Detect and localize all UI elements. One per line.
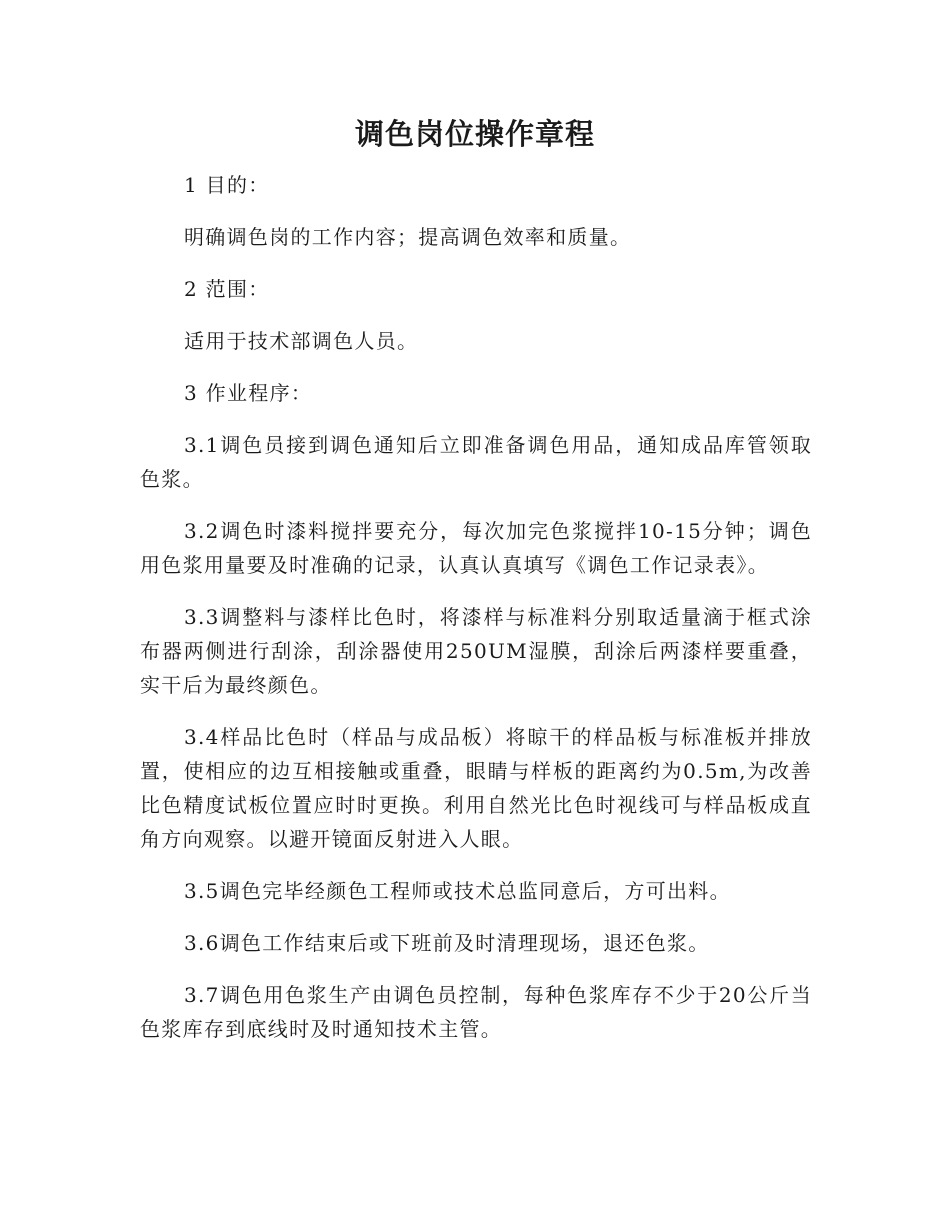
paragraph-3-6: 3.6调色工作结束后或下班前及时清理现场，退还色浆。 [184, 931, 710, 955]
document-body [140, 168, 812, 1064]
paragraph-3-2: 3.2调色时漆料搅拌要充分，每次加完色浆搅拌10-15分钟；调色用色浆用量要及时准确的记录，认真认真填写《调色工作记录表》。 [140, 519, 812, 577]
section-heading-scope: 2 范围： [184, 277, 270, 301]
section-heading-procedure: 3 作业程序： [184, 381, 313, 405]
document-title: 调色岗位操作章程 [354, 117, 595, 151]
paragraph-scope: 适用于技术部调色人员。 [184, 329, 419, 353]
section-heading-purpose: 1 目的： [184, 173, 270, 197]
paragraph-3-5: 3.5调色完毕经颜色工程师或技术总监同意后，方可出料。 [184, 879, 731, 903]
paragraph-purpose: 明确调色岗的工作内容；提高调色效率和质量。 [184, 225, 632, 249]
paragraph-3-4: 3.4样品比色时（样品与成品板）将晾干的样品板与标准板并排放置，使相应的边互相接触或重叠，眼睛与样板的距离约为0.5m,为改善比色精度试板位置应时时更换。利用自然光比色时视线可与样品板成直角方向观察。以避开镜面反射进入人眼。 [140, 725, 812, 851]
paragraph-3-7: 3.7调色用色浆生产由调色员控制，每种色浆库存不少于20公斤当色浆库存到底线时及时通知技术主管。 [140, 983, 812, 1041]
paragraph-3-3: 3.3调整料与漆样比色时，将漆样与标准料分别取适量滴于框式涂布器两侧进行刮涂，刮涂器使用250UM湿膜，刮涂后两漆样要重叠，实干后为最终颜色。 [140, 605, 812, 697]
paragraph-3-1: 3.1调色员接到调色通知后立即准备调色用品，通知成品库管领取色浆。 [140, 433, 812, 491]
